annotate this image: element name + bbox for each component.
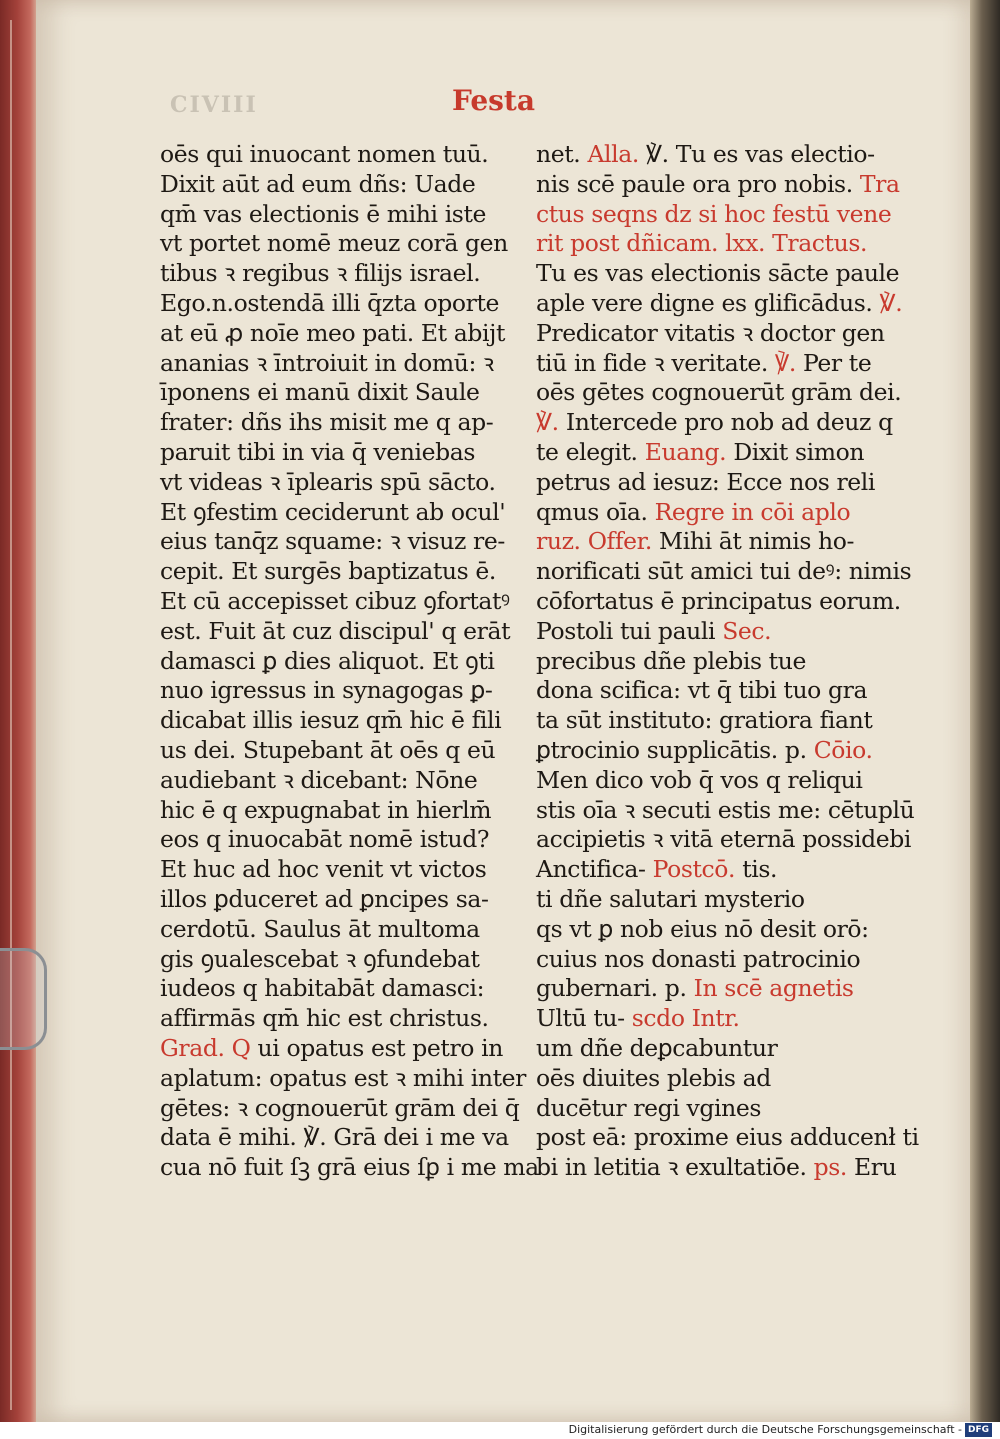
rubric-text: Tra [859,169,900,198]
text-line: um dñe deꝑcabuntur [536,1033,778,1062]
text-line: ℣. Intercede pro nob ad deuz q [536,408,893,437]
text-line: norificati sūt amici tui deꝰ: nimis [536,557,912,586]
text-line: eos q inuocabāt nomē istud? [160,825,490,854]
text-line: eius tanq̄z squame: ꝛ visuz re- [160,527,505,556]
text-line: qs vt ꝑ nob eius nō desit orō: [536,914,869,943]
rubric-text: ctus seqns dz si hoc festū vene [536,199,892,228]
text-line: Men dico vob q̄ vos q reliqui [536,765,863,794]
text-line: damasci ꝑ dies aliquot. Et ꝯti [160,646,495,675]
rubric-text: rit post dñicam. lxx. Tractus. [536,229,868,258]
text-line: cuius nos donasti patrocinio [536,944,861,973]
rubric-text: ruz. Offer. [536,527,652,556]
text-line: tibus ꝛ regibus ꝛ filijs israel. [160,259,481,288]
dfg-logo-icon: DFG [965,1423,992,1437]
text-line: te elegit. Euang. Dixit simon [536,437,865,466]
text-line: net. Alla. ℣. Tu es vas electio- [536,140,875,168]
text-line: nis scē paule ora pro nobis. Tra [536,169,900,198]
text-line: audiebant ꝛ dicebant: Nōne [160,765,478,794]
text-line: bi in letitia ꝛ exultatiōe. ps. Eru [536,1153,897,1182]
text-line: precibus dñe plebis tue [536,646,806,675]
text-line: tiū in fide ꝛ veritate. ℣. Per te [536,348,872,377]
rubric-text: ps. [813,1153,847,1182]
text-line [160,1153,539,1183]
text-line: nuo igressus in synagogas ꝑ- [160,676,493,705]
text-line [536,229,886,259]
text-line: post eā: proxime eius adducenł ti [536,1123,919,1152]
cover-edge-line [10,20,12,1410]
text-line: Ego.n.ostendā illi q̄zta oporte [160,288,500,317]
text-line: frater: dñs ihs misit me q ap- [160,408,494,437]
text-line: oēs qui inuocant nomen tuū. [160,140,489,168]
text-line: Tu es vas electionis sācte paule [536,259,900,288]
running-head: Festa [452,84,536,117]
text-line: qm̄ vas electionis ē mihi iste [160,199,487,228]
rubric-text: ℣. [536,408,559,437]
funding-credit: Digitalisierung gefördert durch die Deutsche Forschungsgemeinschaft - [568,1423,962,1436]
rubric-text: In scē agnetis [693,974,854,1003]
text-line: Et ꝯfestim ceciderunt ab ocul' [160,497,506,526]
body-text: data ē mihi. ℣. Grā dei i me va [160,1123,509,1152]
rubric-text: ℣. [775,348,796,377]
text-line: est. Fuit āt cuz discipul' q erāt [160,616,511,645]
text-line [536,199,892,230]
body-text: ui opatus est petro in [257,1033,503,1062]
text-column-left [160,140,539,1183]
text-line: Postoli tui pauli Sec. [536,616,772,645]
text-line: Et cū accepisset cibuz ꝯfortatꝰ [160,586,510,615]
text-line: petrus ad iesuz: Ecce nos reli [536,467,876,496]
text-line: Predicator vitatis ꝛ doctor gen [536,318,885,347]
text-line: cerdotū. Saulus āt multoma [160,914,480,943]
text-line [160,1034,510,1064]
rubric-text: Cōio. [813,735,873,764]
text-line: cepit. Et surgēs baptizatus ē. [160,557,496,586]
text-line: qmus oīa. Regre in cōi aplo [536,497,851,526]
page-clip [0,948,47,1050]
text-line: ꝑtrocinio supplicātis. p. Cōio. [536,735,873,764]
text-line: oēs gētes cognouerūt grām dei. [536,378,902,407]
text-line: vt videas ꝛ īplearis spū sācto. [160,467,496,496]
text-line [160,1123,510,1153]
text-line: stis oīa ꝛ secuti estis me: cētuplū [536,795,915,824]
text-line: vt portet nomē meuz corā gen [160,229,508,258]
text-line: at eū ꝓ noīe meo pati. Et abijt [160,318,506,347]
text-line: ananias ꝛ īntroiuit in domū: ꝛ [160,348,494,377]
text-line: iudeos q habitabāt damasci: [160,974,485,1003]
text-line: īponens ei manū dixit Saule [160,378,480,407]
body-text: cua nō fuit ſꝫ grā eius ſꝑ i me ma [160,1153,539,1182]
rubric-text: scdo Intr. [631,1004,740,1033]
text-line: ti dñe salutari mysterio [536,884,805,913]
text-line: ruz. Offer. Mihi āt nimis ho- [536,527,855,556]
rubric-text: ℣. [879,288,903,317]
text-line: aple vere digne es glificādus. ℣. [536,288,903,317]
text-line: cōfortatus ē principatus eorum. [536,586,901,615]
text-column-right [536,140,919,1183]
text-line: gubernari. p. In scē agnetis [536,974,854,1003]
page-gutter-shadow [970,0,1000,1422]
rubric-text: Grad. Q [160,1033,258,1062]
text-line: dicabat illis iesuz qm̄ hic ē fili [160,706,502,735]
rubric-text: Sec. [722,616,772,645]
text-line: affirmās qm̄ hic est christus. [160,1004,489,1033]
body-text: aplatum: opatus est ꝛ mihi inter [160,1063,526,1092]
text-line: ta sūt instituto: gratiora fiant [536,706,873,735]
text-line [160,1093,520,1124]
book-cover-edge [0,0,38,1422]
footer-bar [0,1422,1000,1439]
text-line: dona scifica: vt q̄ tibi tuo gra [536,676,868,705]
text-line: Anctifica- Postcō. tis. [536,855,778,884]
text-line: ducētur regi vgines [536,1093,762,1122]
body-text: gētes: ꝛ cognouerūt grām dei q̄ [160,1093,520,1122]
rubric-text: Postcō. [652,855,736,884]
rubric-text: Regre in cōi aplo [654,497,851,526]
rubric-text: Alla. [587,140,639,168]
text-line: gis ꝯualescebat ꝛ ꝯfundebat [160,944,480,973]
text-line: illos ꝑduceret ad ꝑncipes sa- [160,884,489,913]
rubric-text: Euang. [644,437,727,466]
text-line: hic ē q expugnabat in hierlm̄ [160,795,492,824]
text-line: Dixit aūt ad eum dñs: Uade [160,169,476,198]
text-line: us dei. Stupebant āt oēs q eū [160,735,496,764]
text-line [160,1063,526,1094]
folio-number: CIVIII [170,92,258,118]
text-line: oēs diuites plebis ad [536,1063,771,1092]
text-line: accipietis ꝛ vitā eternā possidebi [536,825,911,854]
text-line: paruit tibi in via q̄ veniebas [160,437,476,466]
text-line: Et huc ad hoc venit vt victos [160,855,487,884]
text-line: Ultū tu- scdo Intr. [536,1004,740,1033]
